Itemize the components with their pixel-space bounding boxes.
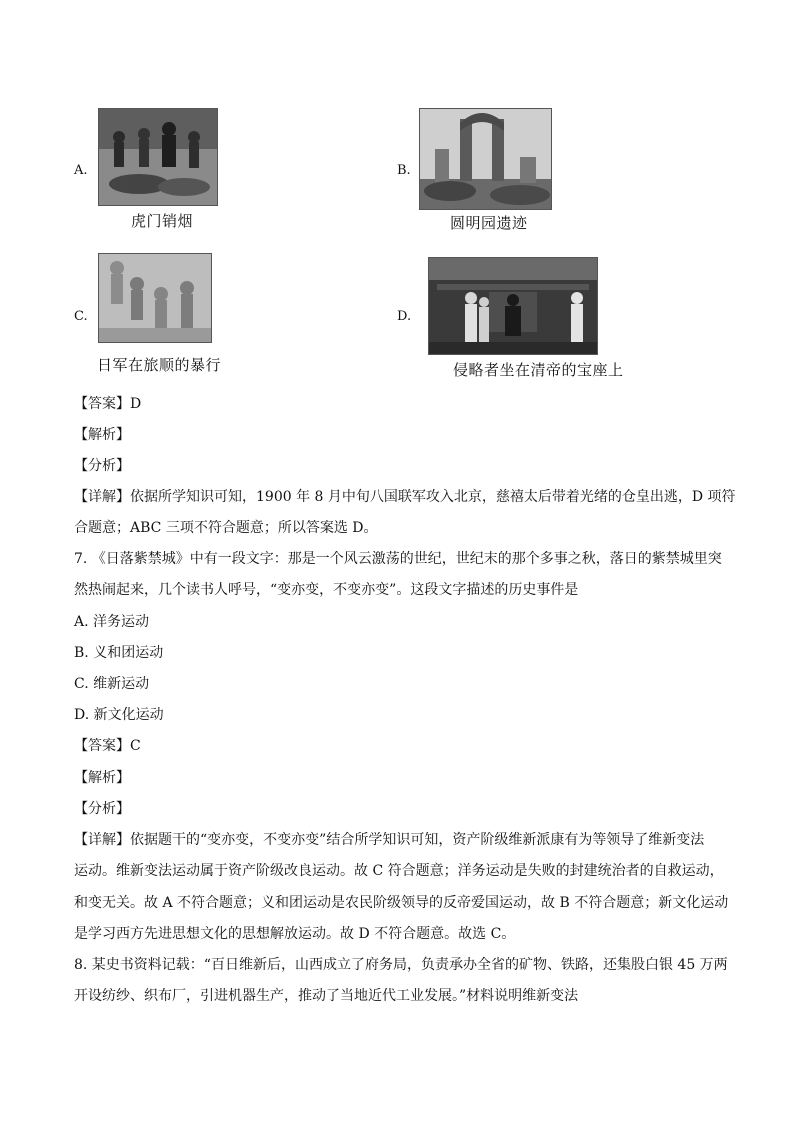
q7-detail-line <box>74 830 704 850</box>
q7-fenxi-tag: 【分析】 <box>74 801 130 817</box>
answer-value: D <box>130 396 142 412</box>
q7-stem-line: 7. 《日落紫禁城》中有一段文字：那是一个风云激荡的世纪，世纪末的那个多事之秋，落日的紫禁城里突 <box>74 551 722 567</box>
q8-stem-line: 8. 某史书资料记载：“百日维新后，山西成立了府务局，负责承办全省的矿物、铁路，还集股白银 45 万两 <box>74 957 728 973</box>
q7-option-c[interactable]: C. 维新运动 <box>74 676 150 692</box>
photo-yuanmingyuan <box>419 108 552 210</box>
photo-caption: 虎门销烟 <box>131 212 194 230</box>
q6-detail-line <box>74 487 736 507</box>
q7-option-b[interactable]: B. 义和团运动 <box>74 645 164 661</box>
answer-tag: 【答案】 <box>74 396 130 412</box>
photo-caption: 侵略者坐在清帝的宝座上 <box>453 361 624 379</box>
option-letter: C. <box>74 309 88 324</box>
q7-option-d[interactable]: D. 新文化运动 <box>74 707 164 723</box>
option-letter: B. <box>397 163 411 178</box>
photo-throne <box>428 257 598 355</box>
q7-answer <box>74 736 141 756</box>
photo-lushun <box>98 253 212 343</box>
q6-answer <box>74 394 141 414</box>
q7-stem-line: 然热闹起来，几个读书人呼号，“变亦变，不变亦变”。这段文字描述的历史事件是 <box>74 582 579 598</box>
photo-humen <box>98 108 218 206</box>
answer-tag: 【答案】 <box>74 738 130 754</box>
q7-analysis-tag: 【解析】 <box>74 770 130 786</box>
photo-caption: 圆明园遗迹 <box>450 214 528 232</box>
q7-detail-line: 运动。维新变法运动属于资产阶级改良运动。故 C 符合题意；洋务运动是失败的封建统治者的自救运动， <box>74 863 724 879</box>
option-letter: D. <box>397 309 412 324</box>
detail-text: 依据题干的“变亦变，不变亦变”结合所学知识可知，资产阶级维新派康有为等领导了维新变法 <box>130 832 705 848</box>
q8-stem-line: 开设纺纱、织布厂，引进机器生产，推动了当地近代工业发展。”材料说明维新变法 <box>74 988 579 1004</box>
q7-detail-line: 是学习西方先进思想文化的思想解放运动。故 D 不符合题意。故选 C。 <box>74 926 516 942</box>
q6-fenxi-tag: 【分析】 <box>74 458 130 474</box>
detail-text: 依据所学知识可知，1900 年 8 月中旬八国联军攻入北京，慈禧太后带着光绪的仓皇出逃，D 项符 <box>130 489 736 505</box>
detail-tag: 【详解】 <box>74 832 130 848</box>
q7-option-a[interactable]: A. 洋务运动 <box>74 614 150 630</box>
photo-caption: 日军在旅顺的暴行 <box>97 356 222 374</box>
q6-analysis-tag: 【解析】 <box>74 427 130 443</box>
answer-value: C <box>130 738 141 754</box>
q6-detail-line: 合题意；ABC 三项不符合题意；所以答案选 D。 <box>74 520 378 536</box>
q7-detail-line: 和变无关。故 A 不符合题意；义和团运动是农民阶级领导的反帝爱国运动，故 B 不符合题意；新文化运动 <box>74 895 729 911</box>
option-letter: A. <box>74 163 88 178</box>
detail-tag: 【详解】 <box>74 489 130 505</box>
